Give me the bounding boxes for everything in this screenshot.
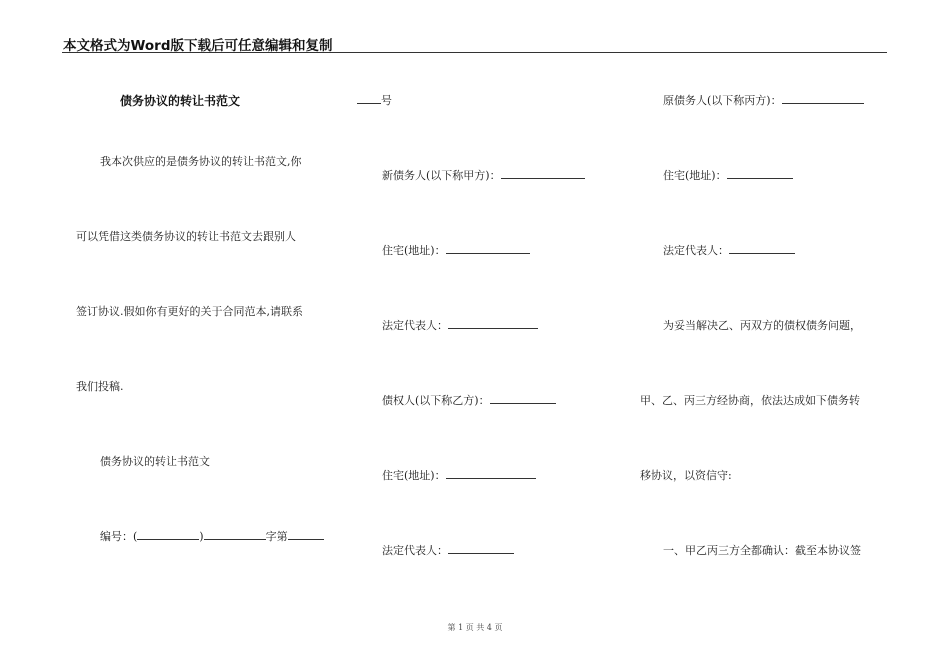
legal-rep-line-2	[382, 542, 514, 558]
header-divider	[62, 52, 887, 53]
address-label-3: 住宅(地址)：	[663, 169, 727, 182]
hao-label: 号	[381, 94, 392, 107]
number-blank-3	[288, 528, 324, 540]
page-number: 第 1 页 共 4 页	[447, 623, 503, 632]
address-blank-1	[446, 242, 530, 254]
document-header: 本文格式为Word版下载后可任意编辑和复制	[63, 38, 333, 54]
section-subtitle: 债务协议的转让书范文	[100, 455, 210, 468]
creditor-label: 债权人(以下称乙方)：	[382, 394, 490, 407]
legal-rep-blank-3	[729, 242, 795, 254]
intro-line-3: 签订协议.假如你有更好的关于合同范本,请联系	[76, 305, 303, 318]
paragraph-line-3: 移协议，以资信守:	[640, 469, 732, 482]
legal-rep-blank-1	[448, 317, 538, 329]
new-debtor-label: 新债务人(以下称甲方)：	[382, 169, 501, 182]
orig-debtor-label: 原债务人(以下称丙方)：	[663, 94, 782, 107]
legal-rep-label-2: 法定代表人：	[382, 544, 448, 557]
address-blank-3	[727, 167, 793, 179]
legal-rep-line-1	[382, 317, 538, 333]
address-label-2: 住宅(地址)：	[382, 469, 446, 482]
address-line-1	[382, 242, 530, 258]
new-debtor-blank	[501, 167, 585, 179]
hao-blank	[357, 92, 381, 104]
document-title: 债务协议的转让书范文	[120, 94, 241, 108]
number-line	[100, 528, 324, 544]
number-blank-1	[137, 528, 199, 540]
number-blank-2	[204, 528, 266, 540]
legal-rep-label-3: 法定代表人：	[663, 244, 729, 257]
orig-debtor-blank	[782, 92, 864, 104]
legal-rep-blank-2	[448, 542, 514, 554]
creditor-blank	[490, 392, 556, 404]
number-label: 编号：(	[100, 530, 138, 543]
paragraph-line-2: 甲、乙、丙三方经协商，依法达成如下债务转	[640, 394, 860, 407]
number-word: 字第	[265, 530, 288, 543]
address-label-1: 住宅(地址)：	[382, 244, 446, 257]
paragraph-line-1: 为妥当解决乙、丙双方的债权债务问题，	[663, 319, 861, 332]
intro-line-1: 我本次供应的是债务协议的转让书范文,你	[100, 155, 302, 168]
legal-rep-line-3	[663, 242, 795, 258]
address-blank-2	[446, 467, 536, 479]
intro-line-2: 可以凭借这类债务协议的转让书范文去跟别人	[76, 230, 296, 243]
clause-1-line: 一、甲乙丙三方全都确认：截至本协议签	[663, 544, 861, 557]
address-line-2	[382, 467, 536, 483]
creditor-line	[382, 392, 556, 408]
intro-line-4: 我们投稿.	[76, 380, 124, 393]
orig-debtor-line	[663, 92, 864, 108]
legal-rep-label-1: 法定代表人：	[382, 319, 448, 332]
number-mid: )	[199, 530, 204, 543]
hao-line	[357, 92, 392, 108]
address-line-3	[663, 167, 793, 183]
new-debtor-line	[382, 167, 585, 183]
